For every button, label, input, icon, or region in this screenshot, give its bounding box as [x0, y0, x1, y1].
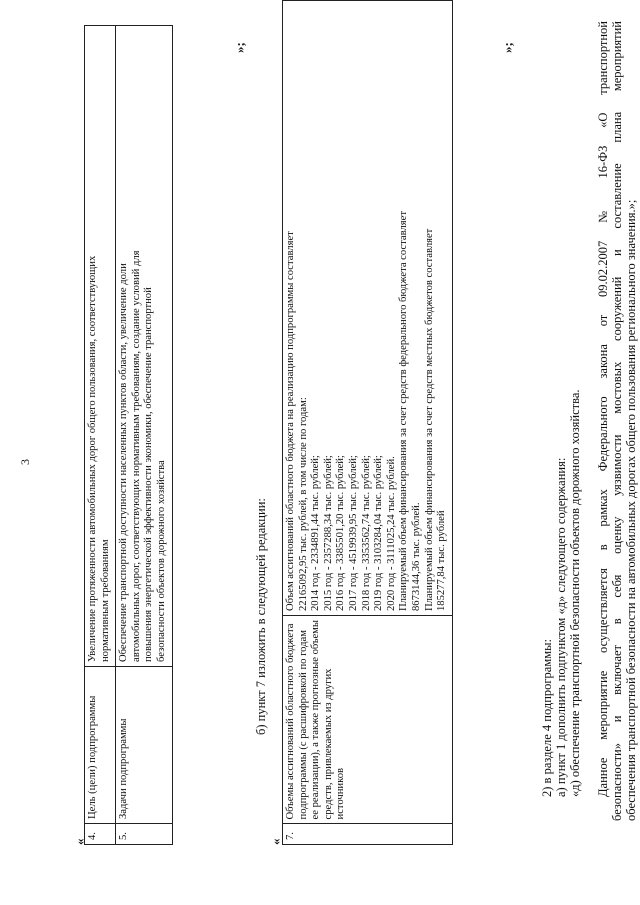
text-line: 2015 год - 2357288,34 тыс. рублей; — [322, 455, 334, 611]
section-2-item-d: «д) обеспечение транспортной безопасности объектов дорожного хозяйства. — [568, 389, 582, 797]
row-label: Задачи подпрограммы — [116, 667, 172, 824]
row-label — [283, 616, 453, 824]
row-label: Цель (цели) подпрограммы — [85, 667, 116, 824]
text-line: нормативным требованиям — [99, 539, 111, 662]
objectives-table — [84, 25, 173, 845]
row-text — [116, 26, 172, 667]
text-line: 2019 год - 3103284,04 тыс. рублей; — [373, 455, 385, 611]
row-number: 7. — [283, 824, 453, 845]
text-line: 2014 год - 2334891,44 тыс. рублей; — [310, 455, 322, 611]
section-2-paragraph — [596, 21, 638, 821]
text-line: 2020 год - 3111025,24 тыс. рублей. — [385, 456, 397, 611]
heading-b: б) пункт 7 изложить в следующей редакции: — [254, 498, 268, 735]
row-text — [283, 1, 453, 616]
text-line: Обеспечение транспортной доступности населенных пунктов области, увеличение доли — [118, 263, 130, 662]
close-quote-mark: »; — [232, 42, 247, 53]
funding-table — [282, 0, 453, 845]
text-line: 22165092,95 тыс. рублей, в том числе по годам: — [297, 397, 309, 611]
text-line: 2018 год - 3353562,74 тыс. рублей; — [360, 455, 372, 611]
text-line: повышения энергетической эффективности экономики, обеспечение транспортной — [143, 287, 155, 662]
label-line: Объемы ассигнований областного бюджета — [285, 623, 296, 820]
row-text — [85, 26, 116, 667]
close-quote-mark: »; — [500, 42, 515, 53]
text-line: 185277,84 тыс. рублей — [436, 510, 448, 611]
table-row — [283, 1, 453, 845]
paragraph-line: Данное мероприятие осуществляется в рамках Федерального закона от 09.02.2007 № 16-ФЗ «О транспортной — [596, 21, 610, 797]
text-line: автомобильных дорог, соответствующих нормативным требованиям, создание условий для — [130, 250, 142, 662]
paragraph-line: безопасности» и включает в себя оценку уязвимости мостовых сооружений и составление плана мероприятий — [610, 21, 624, 821]
label-line: источников — [335, 768, 347, 820]
label-line: средств, привлекаемых из других — [322, 668, 334, 820]
row-number: 4. — [85, 824, 116, 845]
text-line: 2016 год - 3385501,20 тыс. рублей; — [335, 455, 347, 611]
text-line: 2017 год - 4519939,95 тыс. рублей; — [347, 455, 359, 611]
paragraph-line: обеспечения транспортной безопасности на автомобильных дорогах общего пользования регионального значения.»; — [624, 199, 638, 821]
label-line: ее реализации), а также прогнозные объемы — [310, 620, 322, 820]
text-line: 8673144,36 тыс. рублей. — [410, 502, 422, 611]
text-line: безопасности объектов дорожного хозяйства — [155, 460, 167, 662]
label-line: подпрограммы (с расшифровкой по годам — [297, 630, 309, 820]
text-line: Увеличение протяженности автомобильных дорог общего пользования, соответствующих — [87, 255, 98, 662]
open-quote-mark: « — [268, 838, 283, 845]
text-line: Планируемый объем финансирования за счет средств местных бюджетов составляет — [423, 228, 435, 611]
page-number: 3 — [18, 459, 32, 465]
open-quote-mark: « — [72, 838, 87, 845]
section-2-heading: 2) в разделе 4 подпрограммы: — [540, 638, 554, 797]
text-line: Планируемый объем финансирования за счет средств федерального бюджета составляет — [398, 211, 410, 611]
row-number: 5. — [116, 824, 172, 845]
table-row — [85, 26, 116, 845]
table-row — [116, 26, 172, 845]
text-line: Объем ассигнований областного бюджета на реализацию подпрограммы составляет — [285, 231, 296, 611]
section-2-item-a: а) пункт 1 дополнить подпунктом «д» следующего содержания: — [554, 457, 568, 797]
